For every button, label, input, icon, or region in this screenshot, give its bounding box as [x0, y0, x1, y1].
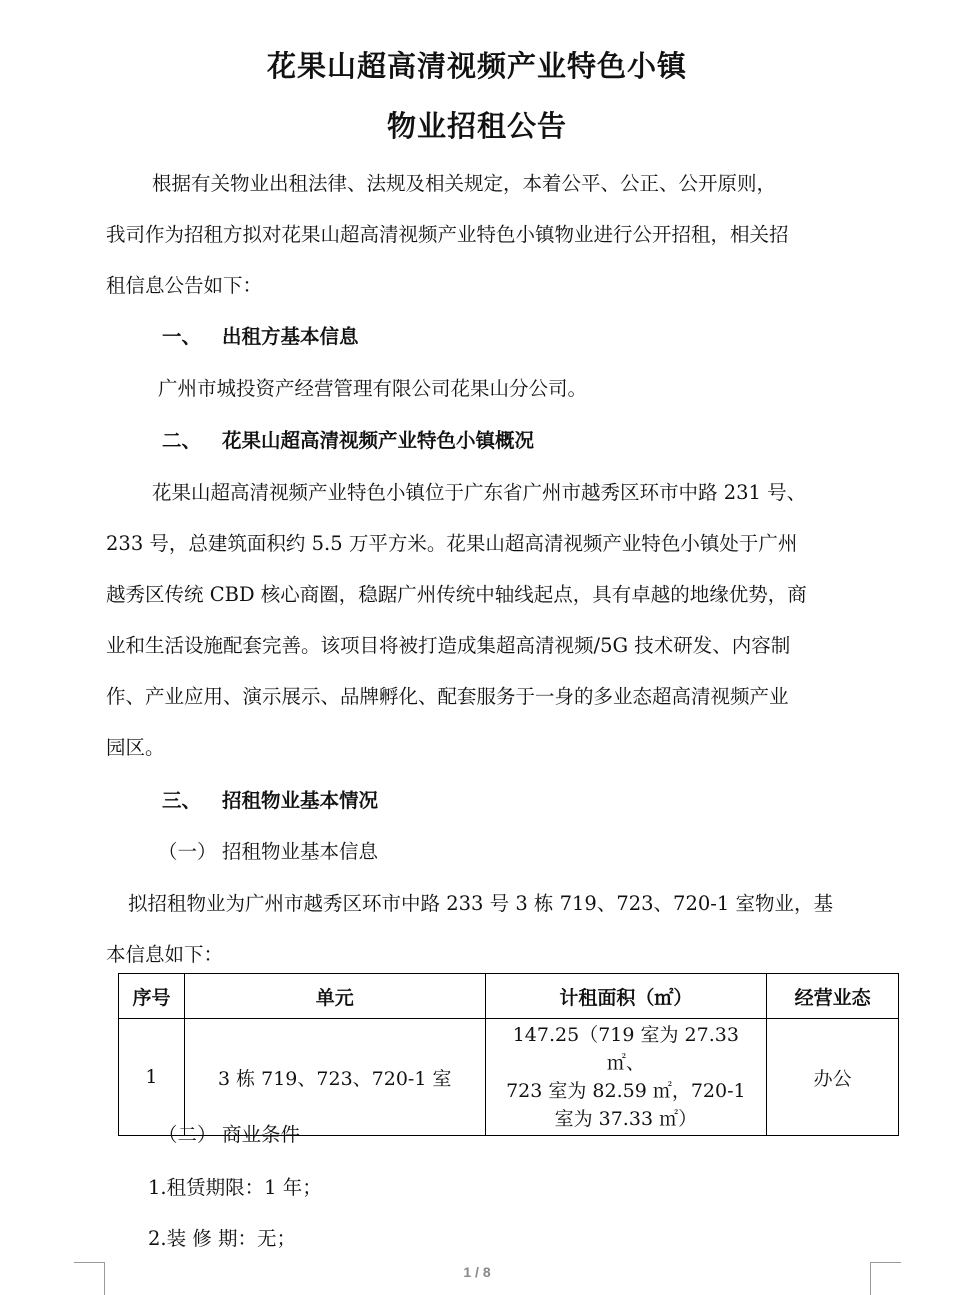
table-cell-use: 办公	[767, 1019, 899, 1136]
table-cell-seq: 1	[119, 1019, 185, 1136]
intro-line-2: 我司作为招租方拟对花果山超高清视频产业特色小镇物业进行公开招租，相关招	[106, 223, 789, 246]
subsection1-number: （一）	[158, 840, 217, 863]
condition-item-1: 1.租赁期限：1 年；	[148, 1176, 322, 1199]
section2-line: 花果山超高清视频产业特色小镇位于广东省广州市越秀区环市中路 231 号、	[152, 481, 807, 504]
section1-number: 一、	[162, 325, 202, 348]
intro-line-1: 根据有关物业出租法律、法规及相关规定，本着公平、公正、公开原则，	[152, 172, 777, 195]
condition-item-2: 2.装 修 期：无；	[148, 1227, 297, 1250]
section2-line: 业和生活设施配套完善。该项目将被打造成集超高清视频/5G 技术研发、内容制	[106, 634, 791, 657]
section2-number: 二、	[162, 429, 202, 452]
section2-line: 作、产业应用、演示展示、品牌孵化、配套服务于一身的多业态超高清视频产业	[106, 685, 789, 708]
table-header-cell: 单元	[184, 974, 485, 1019]
table-row	[119, 1019, 899, 1136]
table-header-cell: 计租面积（㎡）	[485, 974, 767, 1019]
section3-number: 三、	[162, 789, 202, 812]
subsection1-heading: 招租物业基本信息	[222, 840, 379, 863]
document-subtitle: 物业招租公告	[386, 109, 567, 143]
document-title: 花果山超高清视频产业特色小镇	[266, 49, 687, 83]
section2-line: 园区。	[106, 736, 165, 759]
section3-heading: 招租物业基本情况	[222, 789, 379, 812]
area-line: 室为 37.33 ㎡）	[554, 1108, 698, 1130]
subsection1-line-2: 本信息如下：	[106, 943, 224, 966]
property-table	[118, 973, 899, 1136]
table-header-cell: 经营业态	[767, 974, 899, 1019]
area-line: 147.25（719 室为 27.33 ㎡、	[512, 1024, 739, 1074]
page-number: 1 / 8	[463, 1264, 491, 1280]
section2-line: 越秀区传统 CBD 核心商圈，稳踞广州传统中轴线起点，具有卓越的地缘优势，商	[106, 583, 807, 606]
table-cell-unit: 3 栋 719、723、720-1 室	[184, 1019, 485, 1136]
subsection2-heading: 商业条件	[222, 1123, 301, 1146]
subsection2-number: （二）	[158, 1123, 217, 1146]
section2-heading: 花果山超高清视频产业特色小镇概况	[222, 429, 535, 452]
table-header-cell: 序号	[119, 974, 185, 1019]
intro-line-3: 租信息公告如下：	[106, 274, 263, 297]
section1-body: 广州市城投资产经营管理有限公司花果山分公司。	[158, 377, 588, 400]
section1-heading: 出租方基本信息	[222, 325, 359, 348]
section2-line: 233 号，总建筑面积约 5.5 万平方米。花果山超高清视频产业特色小镇处于广州	[106, 532, 798, 555]
table-header-row	[119, 974, 899, 1019]
table-cell-area	[485, 1019, 767, 1136]
area-line: 723 室为 82.59 ㎡，720-1	[506, 1080, 746, 1102]
subsection1-line-1: 拟招租物业为广州市越秀区环市中路 233 号 3 栋 719、723、720-1 室物业，基	[128, 892, 833, 915]
